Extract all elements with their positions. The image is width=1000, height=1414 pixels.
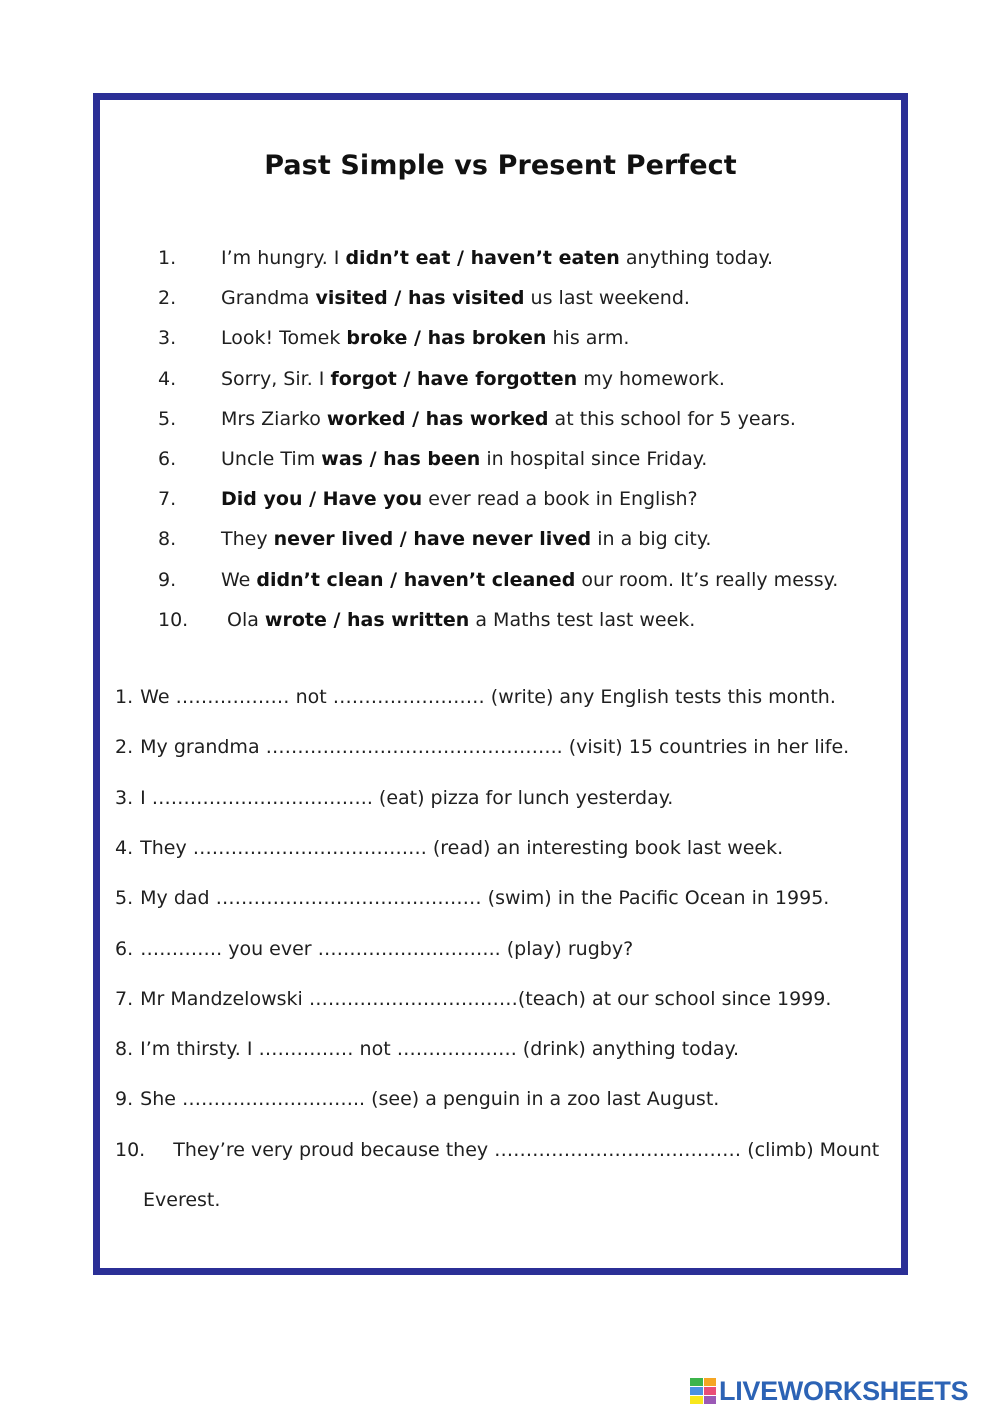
item-sentence [221,568,838,592]
exercise-2-item [115,1037,739,1061]
gap-fill-sentence: They ………………………………. (read) an interesting book last week. [140,836,784,859]
sentence-fragment: his arm. [546,327,630,350]
exercise-2-item [115,836,783,860]
exercise-2-item [115,685,836,709]
sentence-fragment: Look! Tomek [221,327,347,350]
logo-square [704,1387,717,1395]
logo-square [690,1378,703,1386]
answer-options: wrote / has written [264,608,470,631]
answer-options: worked / has worked [326,407,549,430]
item-number: 9. [115,1088,134,1111]
answer-options: visited / has visited [315,287,525,310]
exercise-2-item [115,786,673,810]
sentence-fragment: in hospital since Friday. [480,448,708,470]
item-number: 4. [115,836,134,859]
item-number: 8. [115,1038,134,1061]
gap-fill-sentence: My grandma ……………………………………….. (visit) 15 countries in her life. [140,736,850,759]
sentence-continuation: Everest. [143,1189,221,1211]
item-number: 7. [158,488,177,511]
item-number: 1. [115,686,134,708]
gap-fill-sentence: My dad …………………………………… (swim) in the Pacific Ocean in 1995. [140,887,830,910]
gap-fill-sentence: She ……………………….. (see) a penguin in a zoo last August. [140,1088,720,1111]
sentence-fragment: Uncle Tim [221,448,322,470]
sentence-fragment: Grandma [221,287,316,310]
item-number: 2. [158,287,177,310]
worksheet-frame [93,93,908,1275]
item-number: 7. [115,987,134,1010]
sentence-fragment: We [221,568,257,591]
logo-text: LIVEWORKSHEETS [719,1375,969,1406]
exercise-2-item [115,1138,879,1162]
answer-options: didn’t eat / haven’t eaten [345,247,620,269]
sentence-fragment: my homework. [577,367,725,390]
answer-options: was / has been [321,448,481,470]
answer-options: never lived / have never lived [273,528,592,551]
item-sentence [227,608,695,632]
item-sentence [221,367,725,391]
sentence-fragment: ever read a book in English? [422,488,698,511]
sentence-fragment: in a big city. [591,528,712,551]
item-sentence [221,246,773,270]
exercise-2-item [115,886,829,910]
answer-options: broke / has broken [346,327,547,350]
gap-fill-sentence: They’re very proud because they ………………………………… (climb) Mount [173,1138,880,1161]
sentence-fragment: anything today. [619,247,774,269]
item-number: 5. [158,407,177,430]
liveworksheets-logo [690,1376,968,1406]
item-number: 3. [158,327,177,350]
sentence-fragment: Ola [227,608,265,631]
gap-fill-sentence: I’m thirsty. I …………… not ………………. (drink) anything today. [140,1038,740,1061]
gap-fill-sentence: We ……………… not …………………… (write) any English tests this month. [140,686,836,708]
gap-fill-sentence: Mr Mandzelowski ……………………………(teach) at our school since 1999. [140,987,832,1010]
item-sentence [221,527,711,551]
logo-square [704,1396,717,1404]
answer-options: forgot / have forgotten [330,367,578,390]
exercise-2-item [115,1087,719,1111]
exercise-2-item [115,987,831,1011]
item-number: 9. [158,568,177,591]
item-number: 1. [158,247,177,269]
logo-square [690,1387,703,1395]
item-number: 2. [115,736,134,759]
item-number: 3. [115,786,134,809]
item-sentence [221,326,629,350]
item-number: 10. [158,608,189,631]
gap-fill-sentence: …………. you ever ……………………….. (play) rugby? [140,937,634,960]
item-number: 6. [158,448,177,470]
sentence-fragment: They [221,528,274,551]
logo-square [690,1396,703,1404]
item-sentence [221,407,796,431]
sentence-fragment: Sorry, Sir. I [221,367,331,390]
worksheet-title: Past Simple vs Present Perfect [264,150,737,181]
exercise-2-item [115,937,633,961]
sentence-fragment: Mrs Ziarko [221,407,327,430]
item-number: 8. [158,528,177,551]
item-number: 4. [158,367,177,390]
sentence-fragment: at this school for 5 years. [548,407,796,430]
logo-mark-icon [690,1378,716,1404]
gap-fill-sentence: I …………………………….. (eat) pizza for lunch yesterday. [140,786,674,809]
sentence-fragment: us last weekend. [524,287,690,310]
item-sentence [221,487,698,511]
sentence-fragment: a Maths test last week. [469,608,696,631]
item-number: 5. [115,887,134,910]
logo-square [704,1378,717,1386]
item-sentence [221,286,690,310]
sentence-fragment: our room. It’s really messy. [575,568,839,591]
exercise-2-item [115,735,849,759]
item-number: 6. [115,937,134,960]
answer-options: didn’t clean / haven’t cleaned [256,568,576,591]
item-sentence [221,447,707,471]
answer-options: Did you / Have you [221,488,423,511]
item-number: 10. [115,1138,146,1161]
sentence-fragment: I’m hungry. I [221,247,346,269]
